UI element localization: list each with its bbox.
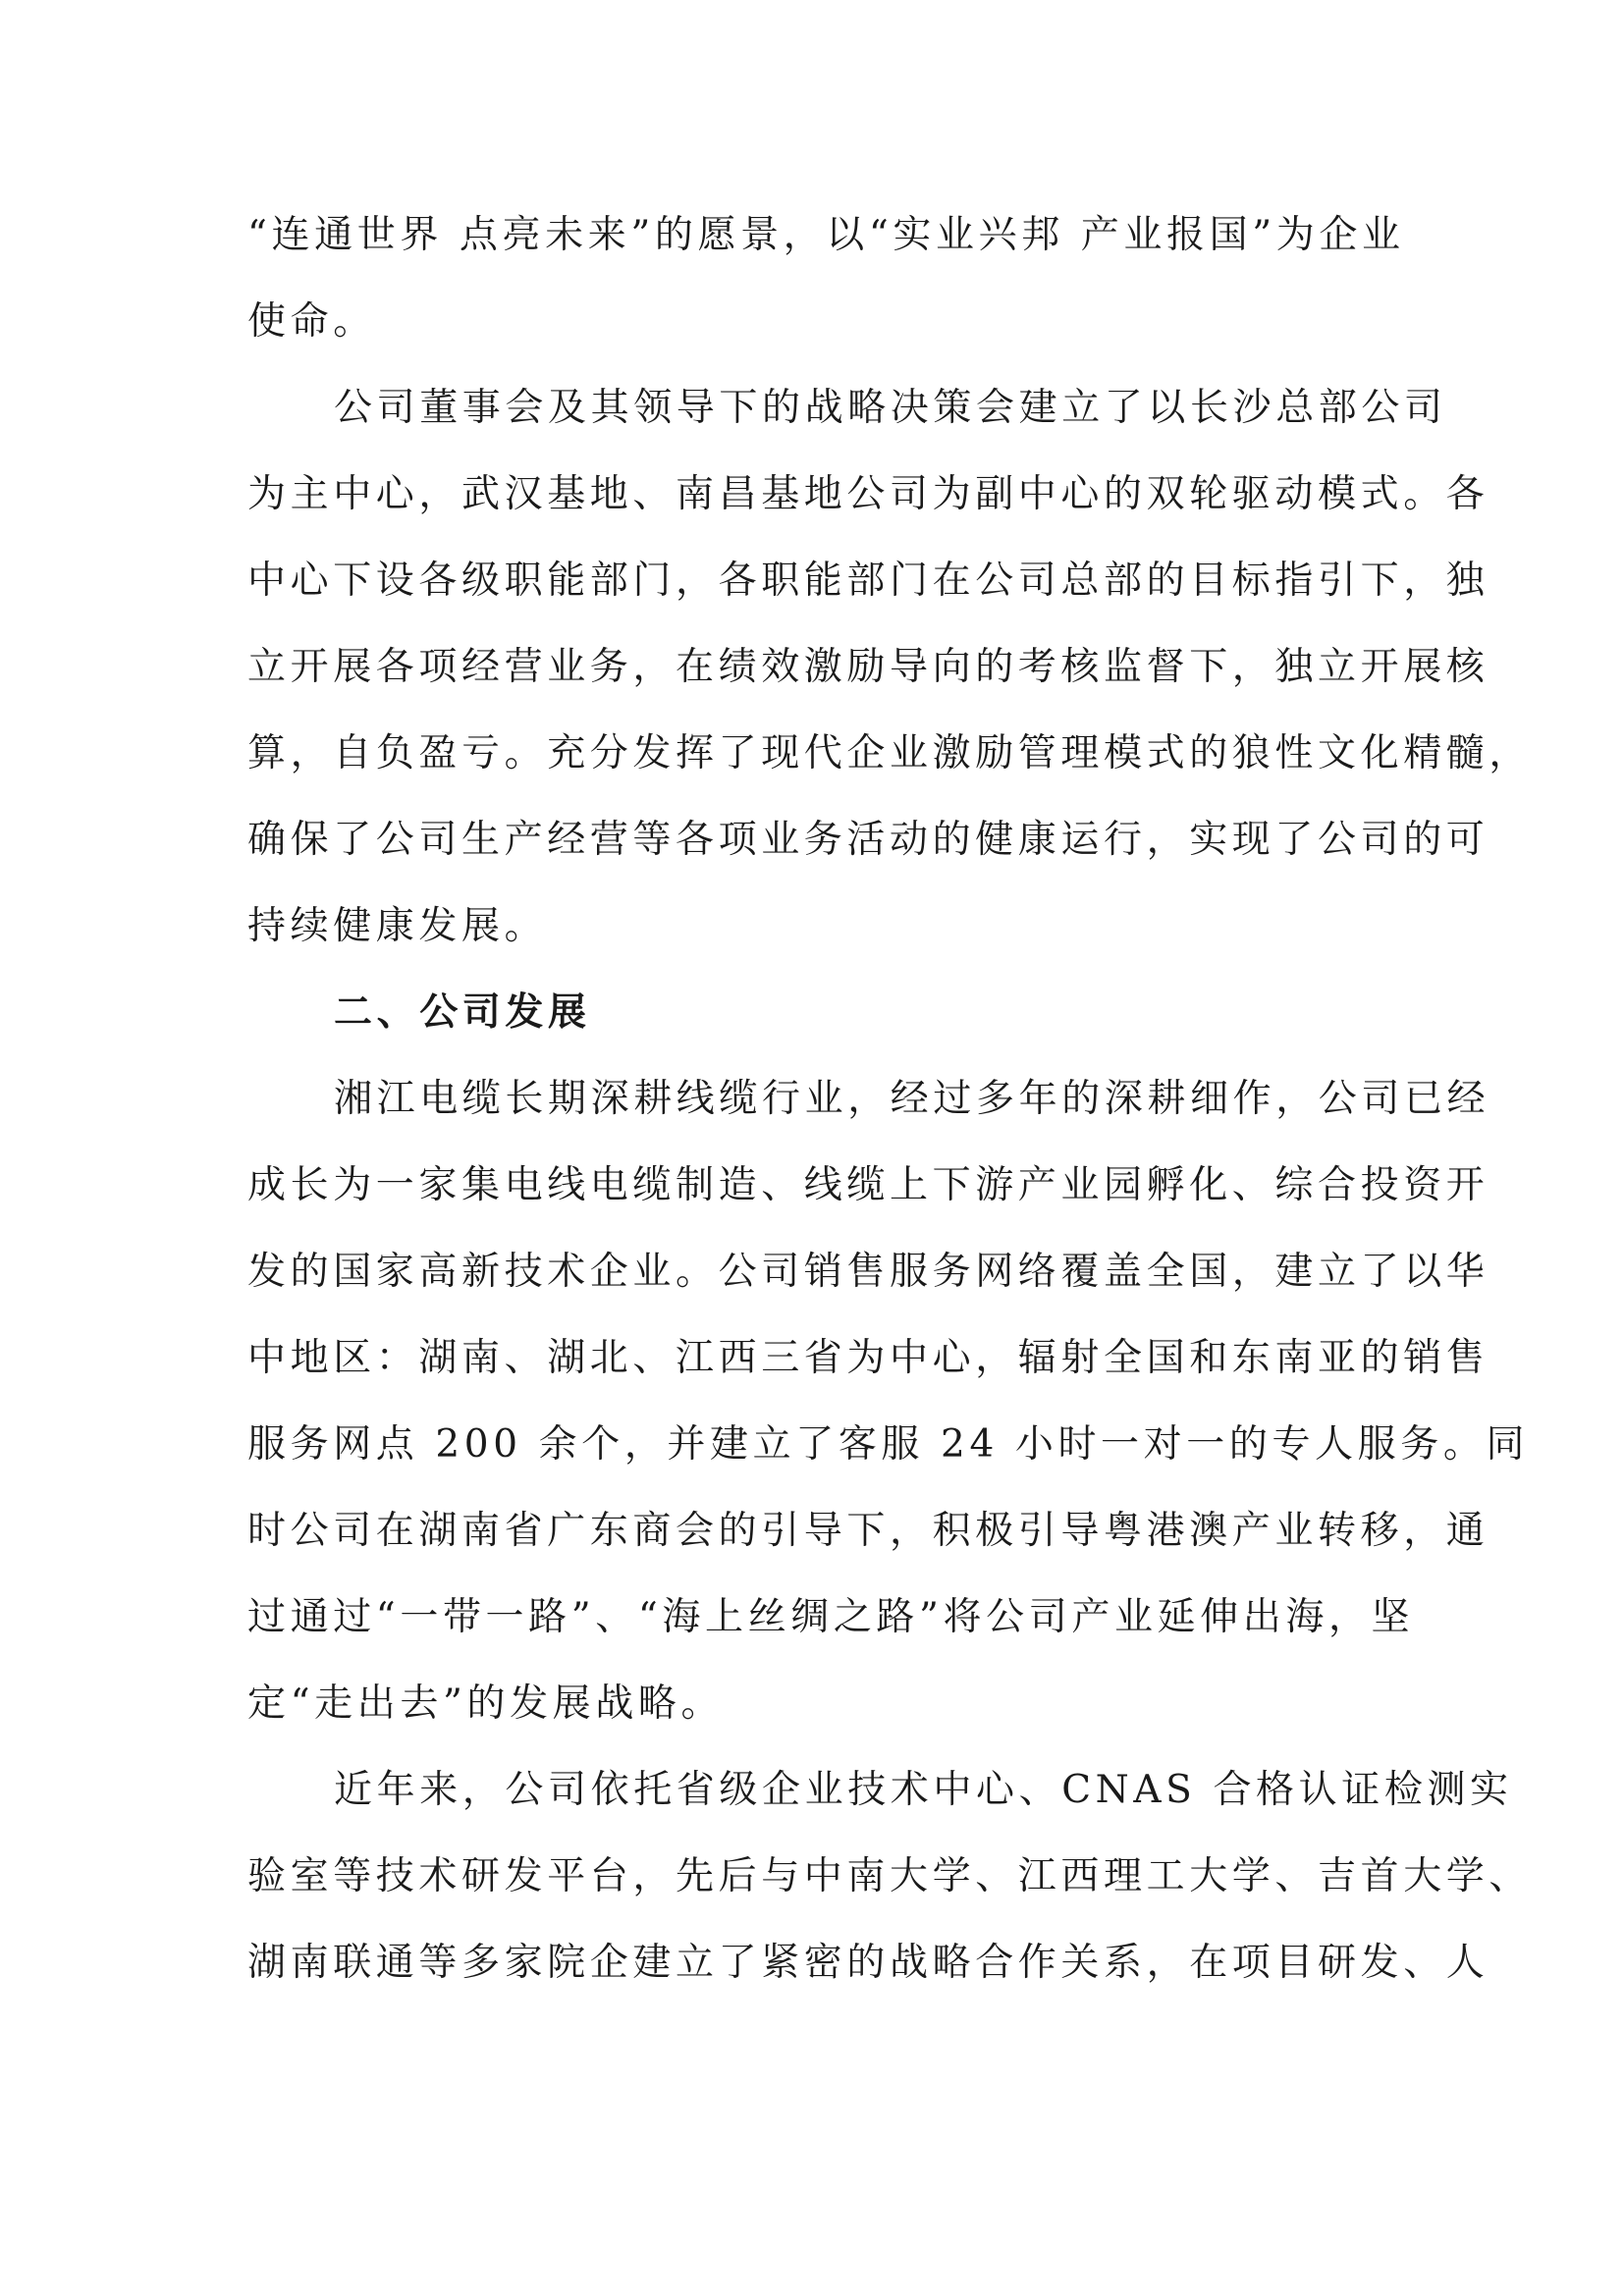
- text-line: 立开展各项经营业务，在绩效激励导向的考核监督下，独立开展核: [247, 645, 1489, 689]
- text-line: 持续健康发展。: [247, 904, 548, 948]
- text-line: 成长为一家集电线电缆制造、线缆上下游产业园孵化、综合投资开: [247, 1163, 1489, 1207]
- text-line: 算，自负盈亏。充分发挥了现代企业激励管理模式的狼性文化精髓，: [247, 731, 1533, 775]
- paragraph-vision-mission: [247, 192, 1405, 365]
- text-line: 中地区：湖南、湖北、江西三省为中心，辐射全国和东南亚的销售: [247, 1336, 1489, 1380]
- text-line: 发的国家高新技术企业。公司销售服务网络覆盖全国，建立了以华: [247, 1250, 1489, 1294]
- text-line: 服务网点 200 余个，并建立了客服 24 小时一对一的专人服务。同: [247, 1422, 1530, 1467]
- text-line: 时公司在湖南省广东商会的引导下，积极引导粤港澳产业转移，通: [247, 1509, 1489, 1553]
- text-line: 为主中心，武汉基地、南昌基地公司为副中心的双轮驱动模式。各: [247, 472, 1489, 516]
- document-page: [247, 192, 1533, 2006]
- paragraph-company-development: [247, 1056, 1530, 1747]
- text-line: 过通过“一带一路”、“海上丝绸之路”将公司产业延伸出海，坚: [247, 1595, 1415, 1639]
- text-line: 确保了公司生产经营等各项业务活动的健康运行，实现了公司的可: [247, 818, 1489, 862]
- section-heading: 二、公司发展: [334, 990, 591, 1035]
- text-line: 使命。: [247, 299, 376, 344]
- paragraph-board-structure: [247, 365, 1533, 970]
- text-line: 定“走出去”的发展战略。: [247, 1682, 725, 1726]
- text-line: 近年来，公司依托省级企业技术中心、CNAS 合格认证检测实: [334, 1768, 1513, 1812]
- text-line: 湘江电缆长期深耕线缆行业，经过多年的深耕细作，公司已经: [334, 1077, 1490, 1121]
- text-line: 公司董事会及其领导下的战略决策会建立了以长沙总部公司: [334, 386, 1447, 430]
- text-line: “连通世界 点亮未来”的愿景，以“实业兴邦 产业报国”为企业: [247, 213, 1405, 257]
- text-line: 验室等技术研发平台，先后与中南大学、江西理工大学、吉首大学、: [247, 1854, 1533, 1898]
- text-line: 中心下设各级职能部门，各职能部门在公司总部的目标指引下，独: [247, 559, 1489, 603]
- paragraph-rd-cooperation: [247, 1747, 1533, 2006]
- text-line: 湖南联通等多家院企建立了紧密的战略合作关系，在项目研发、人: [247, 1941, 1489, 1985]
